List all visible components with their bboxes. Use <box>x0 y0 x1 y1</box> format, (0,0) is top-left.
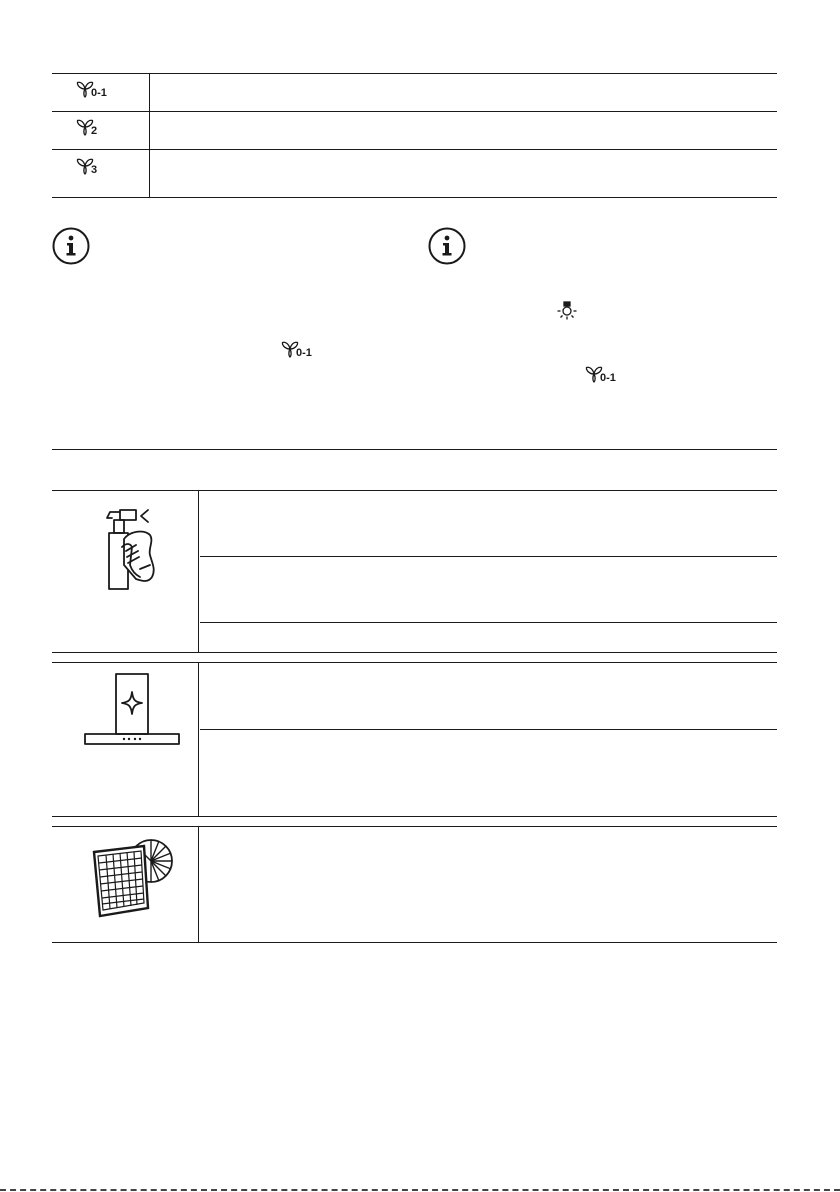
section-divider <box>52 449 777 450</box>
fan-speed-label: 3 <box>91 164 98 176</box>
fan-speed-row-3-icon <box>76 157 97 175</box>
cooker-hood-shine-icon <box>82 672 182 748</box>
spray-bottle-cloth-icon <box>100 505 160 593</box>
inline-fan-icon <box>585 365 616 383</box>
fan-speed-label: 0-1 <box>296 347 312 359</box>
info-icon <box>52 227 90 265</box>
info-icon <box>428 227 466 265</box>
fan-speed-row-0-1-icon <box>76 80 107 98</box>
grease-filter-charcoal-filter-icon <box>86 832 178 922</box>
page-bottom-edge <box>0 1189 840 1191</box>
fan-speed-label: 0-1 <box>600 372 616 384</box>
light-bulb-icon <box>556 300 578 322</box>
fan-speed-row-2-icon <box>76 118 97 136</box>
inline-fan-icon <box>281 340 312 358</box>
fan-speed-label: 2 <box>91 125 98 137</box>
fan-speed-label: 0-1 <box>91 87 107 99</box>
